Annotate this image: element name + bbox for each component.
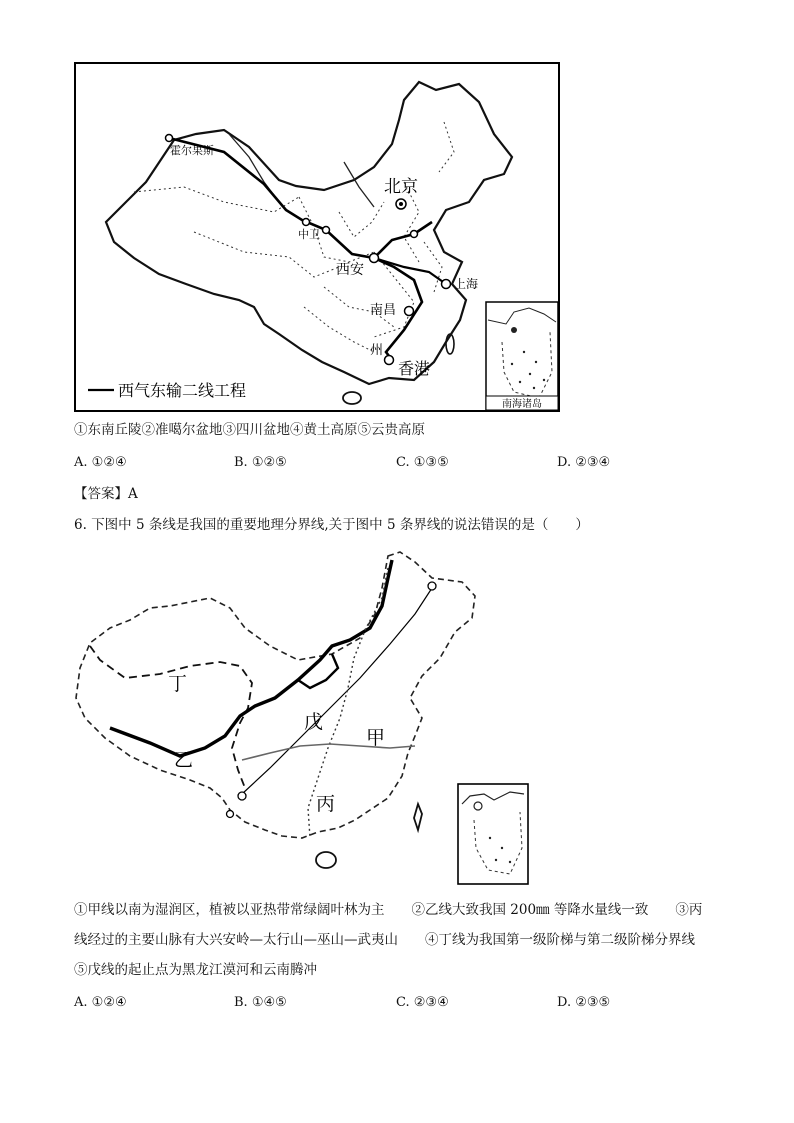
q6-option-c[interactable] bbox=[396, 995, 449, 1010]
q5-option-c[interactable] bbox=[396, 455, 449, 470]
answer-value: A bbox=[128, 486, 138, 502]
option-text: ②③④ bbox=[413, 995, 449, 1010]
option-letter: C. bbox=[396, 995, 410, 1010]
china-pipeline-map bbox=[74, 62, 560, 412]
option-text: ①③⑤ bbox=[413, 455, 449, 470]
yi-end bbox=[227, 811, 234, 818]
q6-option-a[interactable] bbox=[74, 995, 127, 1010]
hainan-island bbox=[316, 852, 336, 868]
taiwan-island bbox=[414, 804, 422, 830]
q6-statement-line-2: 线经过的主要山脉有大兴安岭—太行山—巫山—武夷山 ④丁线为我国第一级阶梯与第二级阶梯分界线 bbox=[74, 932, 695, 948]
option-text: ②③④ bbox=[575, 455, 611, 470]
legend-text: 西气东输二线工程 bbox=[118, 381, 247, 400]
option-letter: A. bbox=[74, 995, 88, 1010]
q6-option-b[interactable] bbox=[234, 995, 287, 1010]
national-border bbox=[76, 552, 475, 838]
label-ding: 丁 bbox=[168, 673, 188, 695]
q6-option-d[interactable] bbox=[557, 995, 610, 1010]
option-letter: B. bbox=[234, 455, 248, 470]
q5-option-b[interactable] bbox=[234, 455, 287, 470]
label-zhou: 州 bbox=[370, 343, 384, 358]
option-letter: D. bbox=[557, 995, 572, 1010]
label-wu: 戊 bbox=[304, 711, 324, 733]
label-jia: 甲 bbox=[366, 727, 386, 749]
label-huoerguosi: 霍尔果斯 bbox=[170, 144, 214, 157]
q5-option-a[interactable] bbox=[74, 455, 127, 470]
label-xian: 西安 bbox=[336, 262, 364, 278]
option-text: ①②④ bbox=[91, 995, 127, 1010]
option-text: ①④⑤ bbox=[251, 995, 287, 1010]
q6-statement-line-1: ①甲线以南为湿润区，植被以亚热带常绿阔叶林为主 ②乙线大致我国 200㎜ 等降水量线一致 ③丙 bbox=[74, 902, 703, 918]
label-bing: 丙 bbox=[316, 793, 336, 815]
line-jia bbox=[242, 744, 415, 760]
option-letter: C. bbox=[396, 455, 410, 470]
answer-label: 【答案】 bbox=[74, 486, 128, 502]
question-number: 6. bbox=[74, 517, 87, 533]
label-yi: 乙 bbox=[174, 749, 194, 771]
option-text: ①②④ bbox=[91, 455, 127, 470]
wu-end bbox=[238, 792, 246, 800]
line-wu bbox=[242, 588, 432, 794]
question-text: 下图中 5 条线是我国的重要地理分界线,关于图中 5 条界线的说法错误的是（ ） bbox=[91, 517, 589, 533]
inset-caption: 南海诸岛 bbox=[502, 399, 542, 410]
wu-start bbox=[428, 582, 436, 590]
label-zhongwei: 中卫 bbox=[298, 228, 320, 241]
line-yi bbox=[110, 560, 392, 756]
option-letter: A. bbox=[74, 455, 88, 470]
q6-statement-line-3: ⑤戊线的起止点为黑龙江漠河和云南腾冲 bbox=[74, 962, 317, 978]
label-shanghai: 上海 bbox=[454, 277, 479, 291]
q6-stem bbox=[74, 515, 589, 535]
q5-answer bbox=[74, 484, 138, 504]
beijing-dot bbox=[399, 202, 403, 206]
option-letter: D. bbox=[557, 455, 572, 470]
option-text: ①②⑤ bbox=[251, 455, 287, 470]
label-nanchang: 南昌 bbox=[370, 303, 397, 318]
option-letter: B. bbox=[234, 995, 248, 1010]
option-text: ②③⑤ bbox=[575, 995, 611, 1010]
q5-option-d[interactable] bbox=[557, 455, 610, 470]
q5-statement: ①东南丘陵②准噶尔盆地③四川盆地④黄土高原⑤云贵高原 bbox=[74, 422, 425, 438]
china-boundary-lines-map bbox=[70, 548, 540, 893]
line-ding bbox=[90, 646, 252, 788]
label-beijing: 北京 bbox=[384, 177, 418, 197]
label-hongkong: 香港 bbox=[398, 359, 431, 378]
